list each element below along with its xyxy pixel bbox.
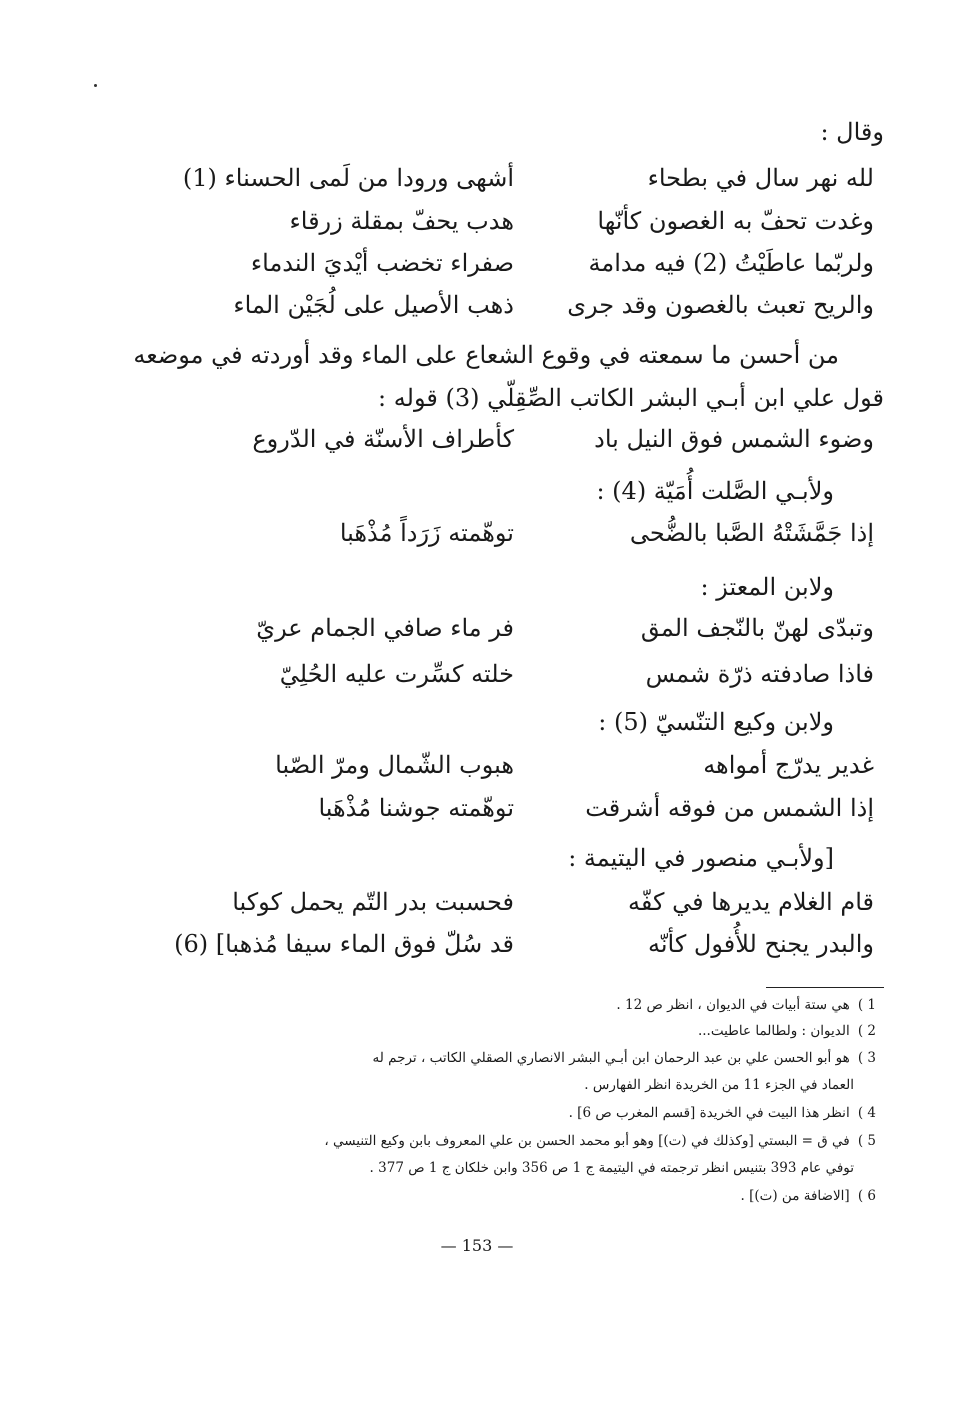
verse-hemistich-right: وتبدّى لهنّ بالنّجف المق [640, 614, 874, 642]
footnote-separator [766, 987, 884, 988]
footnote-5 [324, 1132, 876, 1150]
verse-hemistich-left: فحسبت بدر التّم يحمل كوكبا [232, 888, 514, 916]
prose-line: قول علي ابن أبـي البشر الكاتب الصِّقِلّي (3) قوله : [378, 384, 884, 412]
verse-hemistich-right: وغدت تحفّ به الغصون كأنّها [597, 207, 874, 235]
footnote-4 [569, 1104, 876, 1122]
verse-hemistich-right: وضوء الشمس فوق النيل باد [594, 425, 874, 453]
verse-hemistich-left: توهّمته زَرَداً مُذْهَبا [339, 519, 514, 547]
verse-hemistich-left: توهّمته جوشنا مُذْهَبا [318, 794, 514, 822]
verse-hemistich-left: أشهى ورودا من لَمى الحسناء (1) [182, 164, 514, 192]
verse-hemistich-right: والبدر يجنح للأُفول كأنّه [647, 930, 874, 958]
verse-hemistich-left: هدب يحفّ بمقلة زرقاء [289, 207, 514, 235]
verse-hemistich-right: إذا الشمس من فوقه أشرقت [585, 794, 874, 822]
verse-hemistich-left: هبوب الشّمال ومرّ الصّبا [275, 751, 514, 779]
footnote-text: في ق = البستي [وكذلك في (ت)] وهو أبو محمد الحسن بن علي المعروف بابن وكيع التنيسي ، [324, 1133, 850, 1149]
verse-hemistich-right: لله نهر سال في بطحاء [647, 164, 874, 192]
verse-hemistich-left: خلته كسِّرت عليه الحُلِيّ [279, 660, 514, 688]
verse-hemistich-right: والريح تعبث بالغصون وقد جرى [567, 291, 874, 319]
footnote-1 [616, 996, 876, 1014]
prose-line: من أحسن ما سمعته في وقوع الشعاع على الماء وقد أوردته في موضعه [133, 341, 839, 369]
verse-hemistich-right: إذا جَمَّشَتْهُ الصَّبا بالضُّحى [629, 519, 874, 547]
stray-mark [94, 84, 97, 87]
prose-line: ولأبـي الصَّلت أُمَيّة (4) : [596, 477, 834, 505]
footnote-text: هو أبو الحسن علي بن عبد الرحمان ابن أبـي البشر الانصاري الصقلي الكاتب ، ترجم له [372, 1050, 850, 1066]
footnote-number: 6 ) [857, 1188, 876, 1204]
prose-line: وقال : [820, 118, 884, 146]
verse-hemistich-left: ذهب الأصيل على لُجَيْن الماء [233, 291, 514, 319]
footnote-number: 2 ) [857, 1023, 876, 1039]
verse-hemistich-right: قام الغلام يديرها في كفّه [628, 888, 874, 916]
verse-hemistich-right: فاذا صادفته ذرّة شمس [645, 660, 874, 688]
prose-line: ولابن المعتز : [700, 573, 834, 601]
footnote-3 [372, 1049, 876, 1067]
footnote-text: [الاضافة من (ت)] . [740, 1188, 850, 1204]
verse-hemistich-left: قد سُلّ فوق الماء سيفا مُذهبا] (6) [174, 930, 514, 958]
footnote-3-continuation: العماد في الجزء 11 من الخريدة انظر الفهارس . [584, 1077, 854, 1093]
verse-hemistich-left: صفراء تخضب أيْديَ الندماء [250, 249, 514, 277]
footnote-number: 5 ) [857, 1133, 876, 1149]
verse-hemistich-left: كأطراف الأسنّة في الدّروع [252, 425, 514, 453]
footnote-2 [698, 1022, 876, 1040]
prose-line: ولابن وكيع التنّسيّ (5) : [598, 708, 834, 736]
footnote-text: هي ستة أبيات في الديوان ، انظر ص 12 . [616, 997, 850, 1013]
verse-hemistich-right: ولربّما عاطَيْتُ (2) فيه مدامة [588, 249, 874, 277]
footnote-text: الديوان : ولطالما عاطيت... [697, 1023, 850, 1039]
footnote-number: 4 ) [857, 1105, 876, 1121]
footnote-5-continuation: توفي عام 393 بتنيس انظر ترجمته في اليتيمة ج 1 ص 356 وابن خلكان ج 1 ص 377 . [369, 1160, 854, 1176]
prose-line: [ولأبـي منصور في اليتيمة : [568, 844, 834, 872]
footnote-6 [741, 1187, 876, 1205]
footnote-text: انظر هذا البيت في الخريدة [قسم المغرب ص 6] . [568, 1105, 850, 1121]
footnote-number: 1 ) [857, 997, 876, 1013]
footnote-number: 3 ) [857, 1050, 876, 1066]
verse-hemistich-right: غدير يدرّج أمواهه [703, 751, 874, 779]
verse-hemistich-left: فر ماء صافي الجمام عريّ [256, 614, 514, 642]
page-number: — 153 — [440, 1236, 514, 1255]
